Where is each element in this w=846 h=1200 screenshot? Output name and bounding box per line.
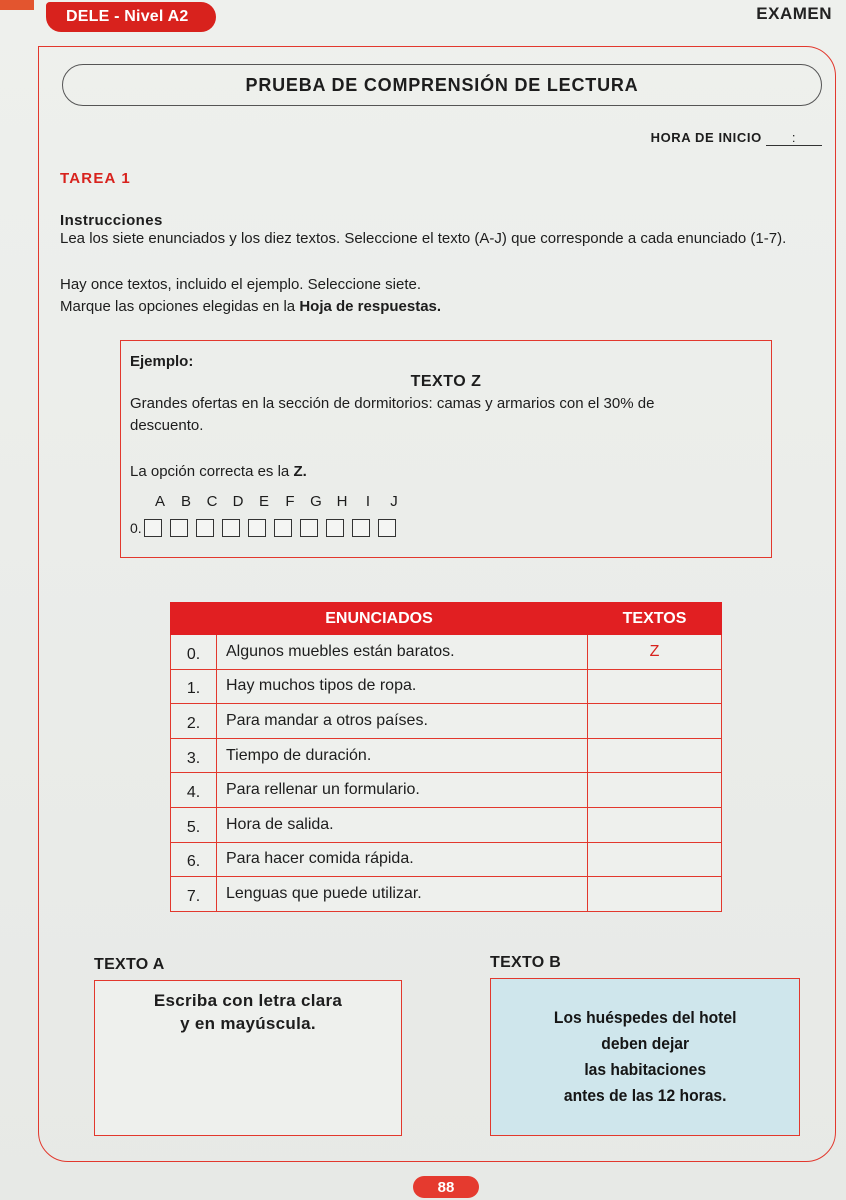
checkbox-h[interactable] xyxy=(326,519,344,537)
header-texts: TEXTOS xyxy=(588,603,722,635)
row-number: 1. xyxy=(171,669,217,704)
letter-g: G xyxy=(310,493,322,510)
table-row xyxy=(171,669,722,704)
row-answer[interactable] xyxy=(588,807,722,842)
row-answer[interactable] xyxy=(588,842,722,877)
example-texto-label: TEXTO Z xyxy=(410,373,482,390)
start-time-label: HORA DE INICIO xyxy=(650,130,762,145)
letter-i: I xyxy=(365,493,371,510)
letter-f: F xyxy=(285,493,295,510)
row-number: 4. xyxy=(171,773,217,808)
level-badge: DELE - Nivel A2 xyxy=(46,2,216,32)
row-statement: Tiempo de duración. xyxy=(217,738,588,773)
header-statements: ENUNCIADOS xyxy=(171,603,588,635)
title-box xyxy=(62,64,822,106)
texto-b-line-3: las habitaciones xyxy=(584,1060,706,1079)
instructions-line-3-text: Marque las opciones elegidas en la xyxy=(60,298,300,315)
row-number: 7. xyxy=(171,877,217,912)
letter-h: H xyxy=(336,493,348,510)
example-row-label: 0. xyxy=(130,520,142,536)
checkbox-d[interactable] xyxy=(222,519,240,537)
example-text: Grandes ofertas en la sección de dormitorios: camas y armarios con el 30% de descuento. xyxy=(130,395,655,434)
table-header-row xyxy=(171,603,722,635)
example-box xyxy=(120,340,772,558)
texto-a-box xyxy=(94,980,402,1136)
row-statement: Hay muchos tipos de ropa. xyxy=(217,669,588,704)
row-statement: Algunos muebles están baratos. xyxy=(217,635,588,670)
example-answer-text: La opción correcta es la xyxy=(130,463,294,480)
row-statement: Para rellenar un formulario. xyxy=(217,773,588,808)
letter-e: E xyxy=(258,493,269,510)
letter-a: A xyxy=(154,493,165,510)
texto-a-line-2: y en mayúscula. xyxy=(180,1014,316,1033)
checkbox-j[interactable] xyxy=(378,519,396,537)
instructions-line-3 xyxy=(60,296,820,318)
matching-table xyxy=(170,602,722,912)
table-row xyxy=(171,877,722,912)
instructions-title: Instrucciones xyxy=(60,212,163,229)
checkbox-c[interactable] xyxy=(196,519,214,537)
letter-b: B xyxy=(180,493,191,510)
texto-b-line-1: Los huéspedes del hotel xyxy=(553,1008,737,1027)
texto-b-box xyxy=(490,978,800,1136)
table-row xyxy=(171,704,722,739)
row-statement: Hora de salida. xyxy=(217,807,588,842)
task-heading: TAREA 1 xyxy=(60,170,131,187)
row-statement: Para mandar a otros países. xyxy=(217,704,588,739)
start-time-field[interactable]: : xyxy=(766,130,822,146)
row-answer[interactable] xyxy=(588,877,722,912)
example-letters xyxy=(147,493,407,510)
row-answer[interactable] xyxy=(588,738,722,773)
texto-a-text xyxy=(95,989,401,1035)
checkbox-g[interactable] xyxy=(300,519,318,537)
texto-b-label: TEXTO B xyxy=(490,954,562,971)
row-answer[interactable] xyxy=(588,669,722,704)
table-row xyxy=(171,807,722,842)
row-number: 0. xyxy=(171,635,217,670)
checkbox-b[interactable] xyxy=(170,519,188,537)
row-answer[interactable]: Z xyxy=(588,635,722,670)
instructions-line-1: Lea los siete enunciados y los diez textos. Seleccione el texto (A-J) que corresponde a cada enunciado (1-7). xyxy=(60,230,787,247)
instructions-line-2: Hay once textos, incluido el ejemplo. Seleccione siete. xyxy=(60,276,422,293)
start-time xyxy=(651,130,822,146)
example-checkboxes xyxy=(130,519,404,537)
texto-b-line-4: antes de las 12 horas. xyxy=(563,1086,727,1105)
texto-a-label: TEXTO A xyxy=(94,956,165,973)
section-label: EXAMEN xyxy=(756,4,832,23)
table-row xyxy=(171,738,722,773)
example-answer-letter: Z. xyxy=(293,463,307,480)
page-title: PRUEBA DE COMPRENSIÓN DE LECTURA xyxy=(245,74,639,95)
letter-j: J xyxy=(390,493,398,510)
letter-c: C xyxy=(206,493,218,510)
table-row xyxy=(171,635,722,670)
row-number: 2. xyxy=(171,704,217,739)
checkbox-e[interactable] xyxy=(248,519,266,537)
texto-a-line-1: Escriba con letra clara xyxy=(153,991,343,1010)
checkbox-a[interactable] xyxy=(144,519,162,537)
row-number: 6. xyxy=(171,842,217,877)
table-row xyxy=(171,842,722,877)
letter-d: D xyxy=(232,493,244,510)
texto-b-line-2: deben dejar xyxy=(601,1034,689,1053)
row-answer[interactable] xyxy=(588,773,722,808)
row-answer[interactable] xyxy=(588,704,722,739)
page-number: 88 xyxy=(413,1176,479,1198)
example-answer xyxy=(130,463,307,480)
row-number: 5. xyxy=(171,807,217,842)
checkbox-i[interactable] xyxy=(352,519,370,537)
row-statement: Para hacer comida rápida. xyxy=(217,842,588,877)
texto-b-text xyxy=(554,1005,737,1109)
row-statement: Lenguas que puede utilizar. xyxy=(217,877,588,912)
example-title: Ejemplo: xyxy=(130,353,194,370)
row-number: 3. xyxy=(171,738,217,773)
answer-sheet-ref: Hoja de respuestas. xyxy=(299,298,442,315)
corner-tab xyxy=(0,0,34,10)
table-row xyxy=(171,773,722,808)
checkbox-f[interactable] xyxy=(274,519,292,537)
